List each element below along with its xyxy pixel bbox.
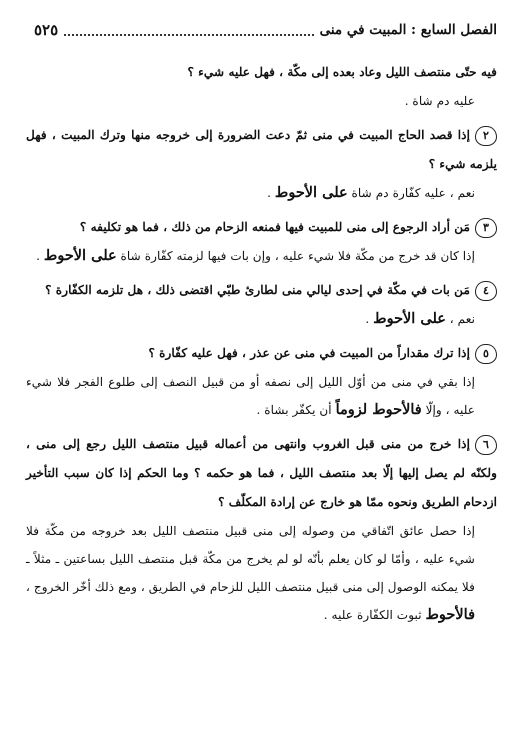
answer-text-end: . (267, 186, 275, 200)
intro-answer: عليه دم شاة . (404, 94, 475, 108)
question-4 (26, 276, 497, 305)
answer-emphasis: على الأحوط (274, 184, 348, 201)
answer-emphasis: على الأحوط (373, 310, 446, 327)
question-6 (26, 430, 497, 517)
chapter-title: الفصل السابع : المبيت في منى (319, 22, 497, 38)
answer-6 (26, 517, 475, 629)
leader-dots (64, 24, 313, 36)
answer-4 (26, 305, 475, 333)
page-body (26, 58, 497, 629)
question-number-badge: ٣ (475, 218, 497, 238)
answer-text: نعم ، (445, 312, 475, 326)
running-header (34, 19, 497, 41)
question-text: إذا قصد الحاج المبيت في منى ثمّ دعت الضرورة إلى خروجه منها وترك المبيت ، فهل يلزمه شيء ؟ (26, 128, 497, 171)
answer-2 (26, 179, 475, 207)
answer-text-end: . (365, 312, 374, 326)
question-text: إذا ترك مقداراً من المبيت في منى عن عذر ، فهل عليه كفّارة ؟ (148, 346, 470, 360)
answer-3 (26, 242, 475, 270)
question-text: مَن بات في مكّة في إحدى ليالي منى لطارئ طبّي اقتضى ذلك ، هل تلزمه الكفّارة ؟ (45, 283, 470, 297)
question-3 (26, 213, 497, 242)
question-number-badge: ٥ (475, 344, 497, 364)
intro-question: فيه حتّى منتصف الليل وعاد بعده إلى مكّة ، فهل عليه شيء ؟ (187, 65, 497, 79)
question-number-badge: ٦ (475, 435, 497, 455)
page-number: ٥٢٥ (34, 21, 59, 39)
question-number-badge: ٢ (475, 126, 497, 146)
question-number-badge: ٤ (475, 281, 497, 301)
answer-text-end: أن يكفّر بشاة . (256, 403, 336, 417)
question-2 (26, 121, 497, 179)
answer-emphasis: فالأحوط (425, 606, 475, 623)
answer-text: نعم ، عليه كفّارة دم شاة (347, 186, 475, 200)
answer-emphasis: على الأحوط (43, 247, 117, 264)
answer-text: إذا كان قد خرج من مكّة فلا شيء عليه ، وإن بات فيها لزمته كفّارة شاة (116, 249, 475, 263)
answer-text: إذا بقي في منى من أوّل الليل إلى نصفه أو من قبيل النصف إلى طلوع الفجر فلا شيء عليه ، وإلّا (26, 375, 475, 417)
answer-emphasis: فالأحوط لزوماً (335, 401, 422, 418)
answer-text: إذا حصل عائق اتّفاقي من وصوله إلى منى قبيل منتصف الليل بعد خروجه من مكّة فلا شيء عليه ، وأمّا لو كان يعلم بأنّه لو لم يخرج من مكّة قبل منتصف الليل بساعتين ـ مثلاً ـ فلا يمكنه الوصول إلى منى قبيل منتصف الليل للزحام في الطريق ، ومع ذلك أخّر الخروج ، (26, 524, 475, 594)
question-5 (26, 339, 497, 368)
answer-5 (26, 368, 475, 424)
question-text: إذا خرج من منى قبل الغروب وانتهى من أعماله قبيل منتصف الليل رجع إلى منى ، ولكنّه لم يصل إليها إلّا بعد منتصف الليل ، فما هو حكمه ؟ وما الحكم إذا كان سبب التأخير ازدحام الطريق ونحوه ممّا هو خارج عن إرادة المكلّف ؟ (26, 437, 497, 509)
question-text: مَن أراد الرجوع إلى منى للمبيت فيها فمنعه الزحام من ذلك ، فما هو تكليفه ؟ (79, 220, 470, 234)
answer-text-end: . (36, 249, 44, 263)
answer-text-end: ثبوت الكفّارة عليه . (323, 608, 426, 622)
